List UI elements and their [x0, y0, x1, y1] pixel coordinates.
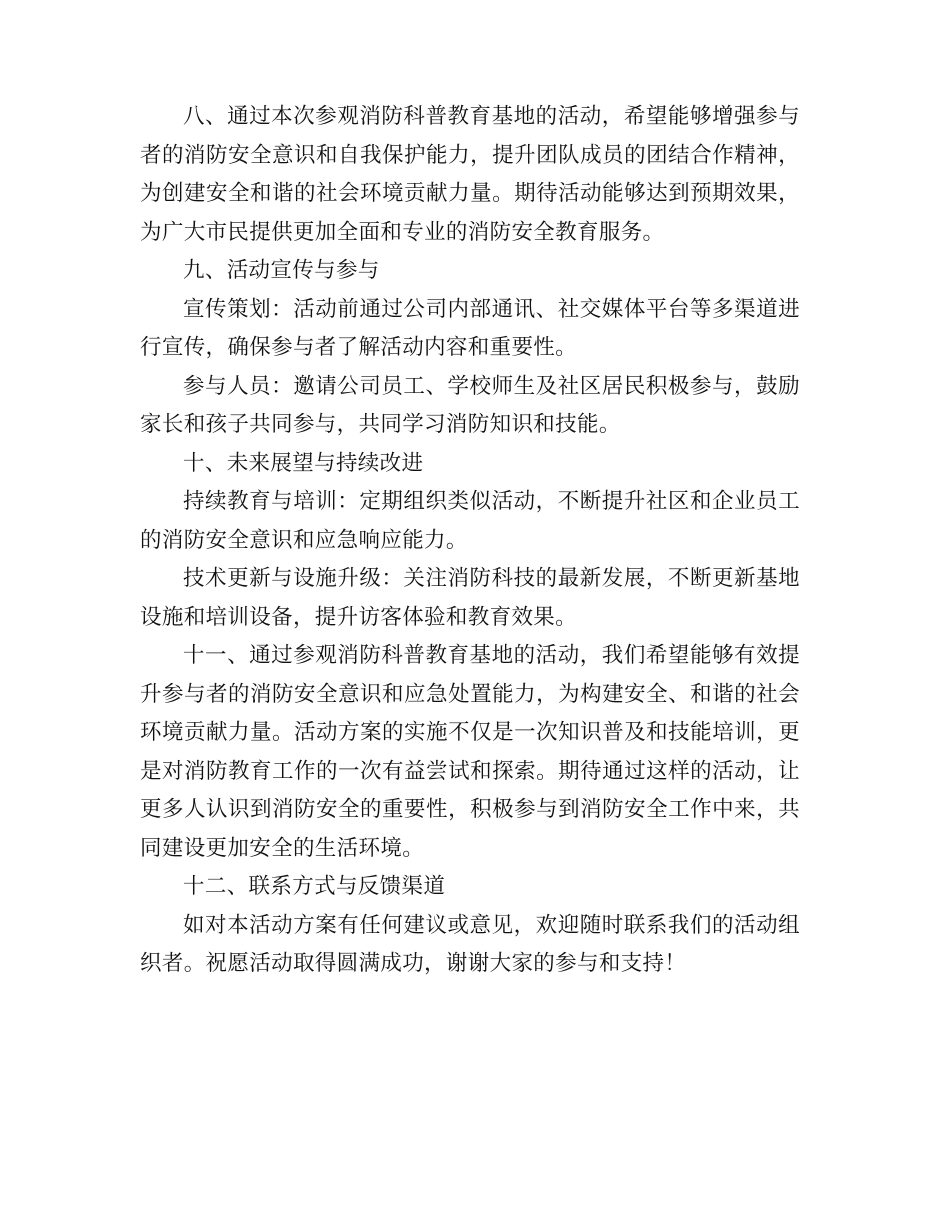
paragraph-participants: 参与人员：邀请公司员工、学校师生及社区居民积极参与，鼓励家长和孩子共同参与，共同学习消防知识和技能。: [140, 373, 800, 437]
paragraph-publicity-plan: 宣传策划：活动前通过公司内部通讯、社交媒体平台等多渠道进行宣传，确保参与者了解活动内容和重要性。: [140, 296, 800, 360]
document-page: [140, 98, 800, 984]
heading-section-10: 十、未来展望与持续改进: [183, 450, 424, 476]
heading-section-9: 九、活动宣传与参与: [183, 258, 380, 283]
paragraph-contact-feedback: 如对本活动方案有任何建议或意见，欢迎随时联系我们的活动组织者。祝愿活动取得圆满成功，谢谢大家的参与和支持！: [140, 912, 800, 976]
paragraph-section-8-summary: 八、通过本次参观消防科普教育基地的活动，希望能够增强参与者的消防安全意识和自我保护能力，提升团队成员的团结合作精神，为创建安全和谐的社会环境贡献力量。期待活动能够达到预期效果，为广大市民提供更加全面和专业的消防安全教育服务。: [140, 104, 800, 245]
heading-section-12: 十二、联系方式与反馈渠道: [183, 874, 446, 899]
paragraph-section-11-summary: 十一、通过参观消防科普教育基地的活动，我们希望能够有效提升参与者的消防安全意识和应急处置能力，为构建安全、和谐的社会环境贡献力量。活动方案的实施不仅是一次知识普及和技能培训，更是对消防教育工作的一次有益尝试和探索。期待通过这样的活动，让更多人认识到消防安全的重要性，积极参与到消防安全工作中来，共同建设更加安全的生活环境。: [140, 643, 800, 861]
paragraph-continuing-education: 持续教育与培训：定期组织类似活动，不断提升社区和企业员工的消防安全意识和应急响应能力。: [140, 489, 800, 553]
paragraph-technology-upgrade: 技术更新与设施升级：关注消防科技的最新发展，不断更新基地设施和培训设备，提升访客体验和教育效果。: [140, 566, 800, 630]
